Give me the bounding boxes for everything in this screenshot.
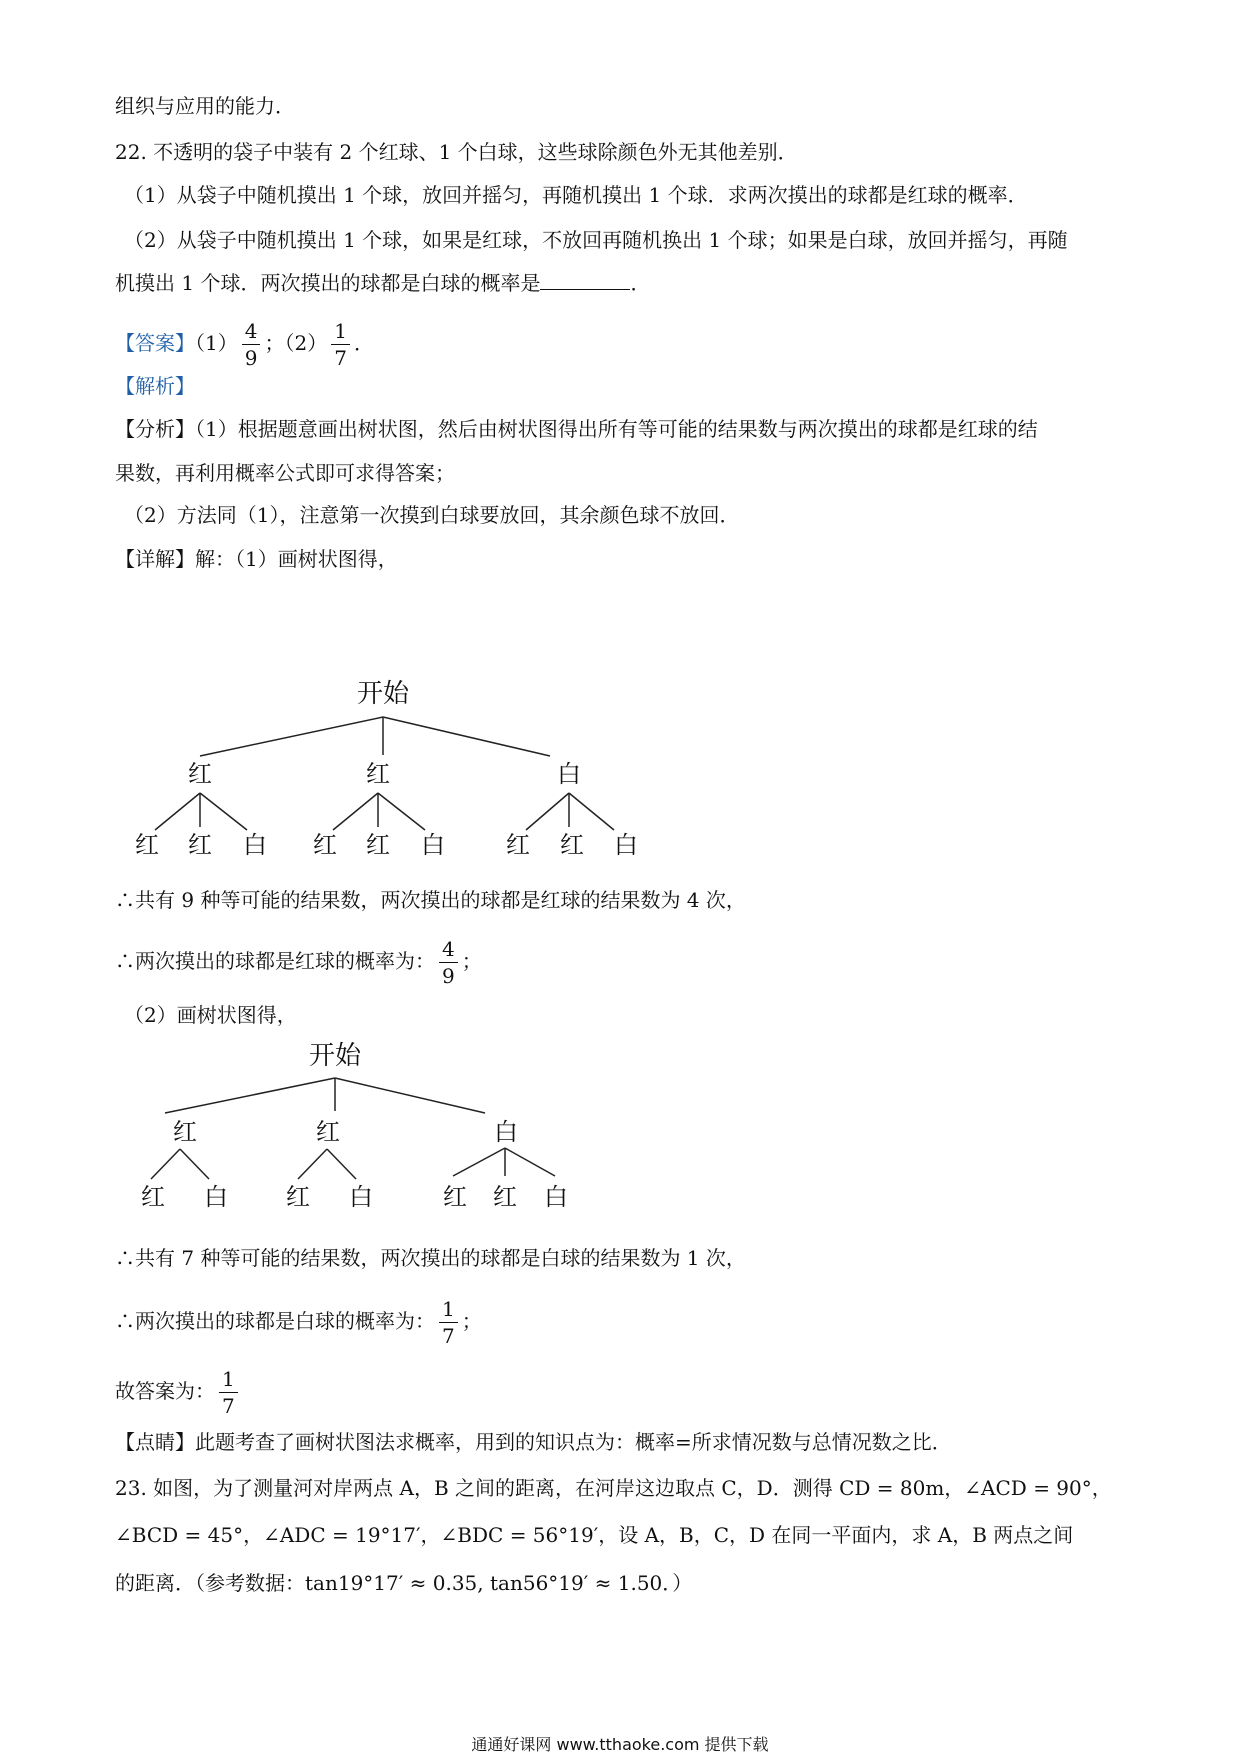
conclusion1-line1: ∴共有 9 种等可能的结果数，两次摸出的球都是红球的结果数为 4 次， xyxy=(115,888,746,912)
answer-end: ． xyxy=(353,331,374,355)
conclusion1-fraction-den: 9 xyxy=(442,964,455,988)
answer-part1-label: （1） xyxy=(195,331,238,355)
q22-part2-text: 机摸出 1 个球．两次摸出的球都是白球的概率是 xyxy=(115,271,541,295)
conclusion2-fraction-den: 7 xyxy=(442,1324,455,1348)
q23-line3: 的距离．（参考数据：tan19°17′ ≈ 0.35, tan56°19′ ≈ 1.50．） xyxy=(115,1571,693,1595)
conclusion1-fraction-num: 4 xyxy=(439,936,458,963)
conclusion1-fraction xyxy=(439,936,458,989)
tree1-l2-1-0: 红 xyxy=(313,831,337,859)
tree2-l1-1: 红 xyxy=(316,1118,340,1146)
tree1-l2-2-1: 红 xyxy=(560,831,584,859)
answer-fraction-2 xyxy=(331,318,350,371)
analysis-label: 【解析】 xyxy=(115,374,195,398)
answer-blank xyxy=(540,269,630,290)
intro-tail: 组织与应用的能力． xyxy=(115,94,295,118)
tree1-l1-1: 红 xyxy=(366,760,390,788)
q22-part2-end: ． xyxy=(630,271,651,295)
tree2-l1-0: 红 xyxy=(173,1118,197,1146)
tree1-l1-0: 红 xyxy=(188,760,212,788)
answer-label: 【答案】 xyxy=(115,331,195,355)
conclusion2-line2 xyxy=(115,1296,482,1349)
final-answer-fraction-den: 7 xyxy=(222,1394,235,1418)
tree2-l2-0-0: 红 xyxy=(141,1183,165,1211)
dianjing-line: 【点睛】此题考查了画树状图法求概率，用到的知识点为：概率=所求情况数与总情况数之比． xyxy=(115,1430,952,1454)
tree2-l2-1-0: 红 xyxy=(286,1183,310,1211)
final-answer-text: 故答案为： xyxy=(115,1379,215,1403)
tree2-l2-1-1: 白 xyxy=(349,1183,373,1211)
fenxi-line3: （2）方法同（1），注意第一次摸到白球要放回，其余颜色球不放回． xyxy=(124,503,740,527)
q23-line1: 23. 如图，为了测量河对岸两点 A，B 之间的距离，在河岸这边取点 C，D．测得 CD = 80m，∠ACD = 90°， xyxy=(115,1476,1112,1500)
answer-fraction-1-den: 9 xyxy=(244,346,258,370)
answer-fraction-2-den: 7 xyxy=(334,346,347,370)
tree1-l2-2-0: 红 xyxy=(506,831,530,859)
fenxi-line1: 【分析】（1）根据题意画出树状图，然后由树状图得出所有等可能的结果数与两次摸出的球都是红球的结 xyxy=(115,417,1038,441)
tree1-l2-2-2: 白 xyxy=(614,831,638,859)
tree1-l2-1-2: 白 xyxy=(421,831,445,859)
answer-fraction-1 xyxy=(242,318,261,371)
answer-fraction-1-num: 4 xyxy=(242,318,261,345)
conclusion1-line2 xyxy=(115,936,482,989)
tree2-l2-2-1: 红 xyxy=(493,1183,517,1211)
page-footer: 通通好课网 www.tthaoke.com 提供下载 xyxy=(471,1735,769,1754)
tree1-l2-0-0: 红 xyxy=(135,831,159,859)
final-answer-line xyxy=(115,1366,242,1419)
tree1-l2-0-2: 白 xyxy=(243,831,267,859)
tree2-l2-2-2: 白 xyxy=(544,1183,568,1211)
conclusion1-text: ∴两次摸出的球都是红球的概率为： xyxy=(115,949,435,973)
q22-stem: 22. 不透明的袋子中装有 2 个红球、1 个白球，这些球除颜色外无其他差别． xyxy=(115,140,798,164)
tree-diagram-2 xyxy=(115,1036,585,1216)
final-answer-fraction xyxy=(219,1366,238,1419)
fenxi-line2: 果数，再利用概率公式即可求得答案； xyxy=(115,461,455,485)
answer-fraction-2-num: 1 xyxy=(331,318,350,345)
tree2-l2-0-1: 白 xyxy=(204,1183,228,1211)
tree2-l1-2: 白 xyxy=(494,1118,518,1146)
conclusion1-end: ； xyxy=(461,949,482,973)
final-answer-fraction-num: 1 xyxy=(219,1366,238,1393)
q23-line2: ∠BCD = 45°，∠ADC = 19°17′，∠BDC = 56°19′，设 A，B，C，D 在同一平面内，求 A，B 两点之间 xyxy=(115,1523,1074,1547)
tree2-root: 开始 xyxy=(308,1041,362,1071)
conclusion2-fraction xyxy=(439,1296,458,1349)
conclusion2-text: ∴两次摸出的球都是白球的概率为： xyxy=(115,1309,435,1333)
answer-line xyxy=(115,318,374,371)
conclusion2-line1: ∴共有 7 种等可能的结果数，两次摸出的球都是白球的结果数为 1 次， xyxy=(115,1246,746,1270)
conclusion2-end: ； xyxy=(461,1309,482,1333)
answer-separator: ；（2） xyxy=(264,331,328,355)
tree1-l2-1-1: 红 xyxy=(366,831,390,859)
tree1-root: 开始 xyxy=(356,679,410,709)
conclusion2-fraction-num: 1 xyxy=(439,1296,458,1323)
tree-diagram-1 xyxy=(115,665,675,870)
tree1-l1-2: 白 xyxy=(557,760,581,788)
q22-part2-line2 xyxy=(115,269,650,297)
xiangjie-line: 【详解】解：（1）画树状图得， xyxy=(115,547,398,571)
tree1-l2-0-1: 红 xyxy=(188,831,212,859)
part2-title: （2）画树状图得， xyxy=(124,1003,297,1027)
q22-part2-line1: （2）从袋子中随机摸出 1 个球，如果是红球，不放回再随机换出 1 个球；如果是白球，放回并摇匀，再随 xyxy=(124,228,1068,252)
tree2-l2-2-0: 红 xyxy=(443,1183,467,1211)
q22-part1: （1）从袋子中随机摸出 1 个球，放回并摇匀，再随机摸出 1 个球．求两次摸出的球都是红球的概率． xyxy=(124,183,1028,207)
